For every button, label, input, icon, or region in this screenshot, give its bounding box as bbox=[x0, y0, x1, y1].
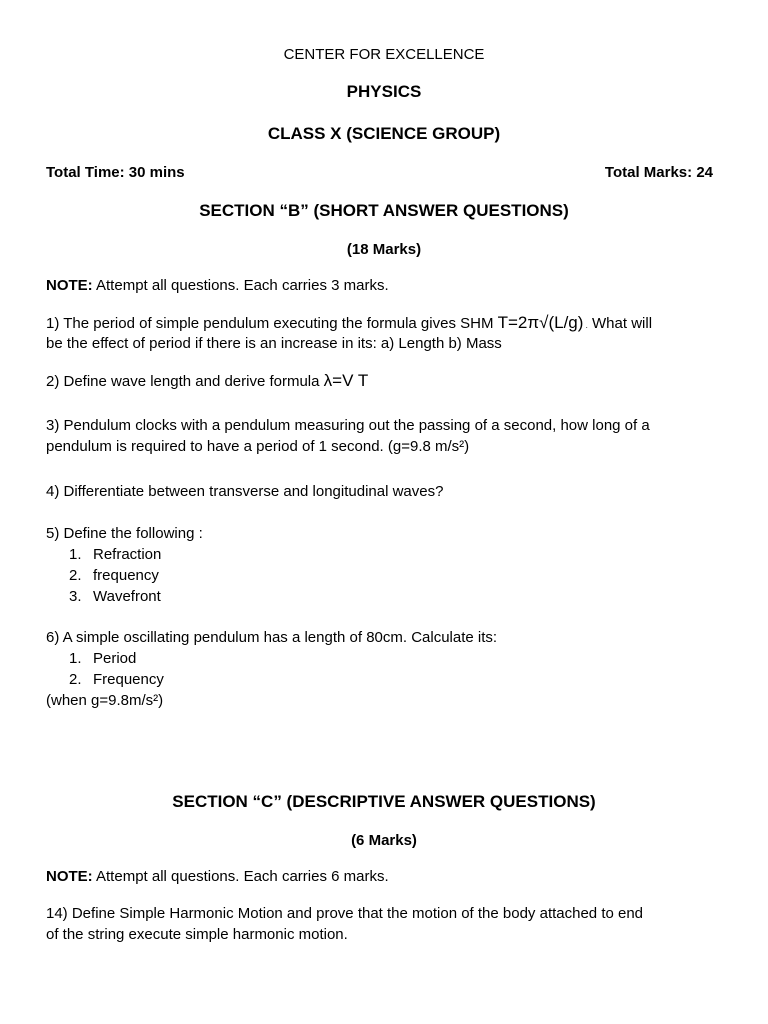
section-b-title: SECTION “B” (SHORT ANSWER QUESTIONS) bbox=[199, 201, 569, 220]
section-b-marks: (18 Marks) bbox=[346, 241, 422, 258]
question-4: 4) Differentiate between transverse and longitudinal waves? bbox=[46, 483, 444, 500]
question-3-line-1: 3) Pendulum clocks with a pendulum measuring out the passing of a second, how long of a bbox=[46, 417, 650, 434]
class-title: CLASS X (SCIENCE GROUP) bbox=[267, 124, 501, 143]
list-item bbox=[69, 669, 164, 690]
list-number: 2. bbox=[69, 671, 82, 688]
question-1-line-2: be the effect of period if there is an increase in its: a) Length b) Mass bbox=[46, 335, 502, 352]
section-b-note bbox=[46, 275, 389, 296]
question-14-line-1: 14) Define Simple Harmonic Motion and prove that the motion of the body attached to end bbox=[46, 905, 644, 922]
pendulum-period-formula: T=2π√(L/g) bbox=[497, 313, 584, 332]
note-text: Attempt all questions. Each carries 3 marks. bbox=[92, 277, 389, 294]
institution-name: CENTER FOR EXCELLENCE bbox=[283, 46, 485, 63]
question-2 bbox=[46, 370, 368, 392]
question-6: 6) A simple oscillating pendulum has a length of 80cm. Calculate its: bbox=[46, 629, 498, 646]
question-3-line-2: pendulum is required to have a period of 1 second. (g=9.8 m/s²) bbox=[46, 438, 470, 455]
question-1-text: 1) The period of simple pendulum executing the formula gives SHM bbox=[46, 315, 498, 332]
list-label: Refraction bbox=[93, 546, 162, 563]
list-item bbox=[69, 586, 161, 607]
question-6-condition: (when g=9.8m/s²) bbox=[46, 692, 164, 709]
list-label: Period bbox=[93, 650, 137, 667]
total-time: Total Time: 30 mins bbox=[46, 164, 185, 181]
question-5: 5) Define the following : bbox=[46, 525, 203, 542]
list-item bbox=[69, 544, 161, 565]
note-label: NOTE: bbox=[46, 277, 93, 294]
formula-dot: . bbox=[583, 321, 588, 330]
section-c-marks: (6 Marks) bbox=[351, 832, 417, 849]
subject-title: PHYSICS bbox=[346, 82, 422, 101]
list-number: 3. bbox=[69, 588, 82, 605]
note-text: Attempt all questions. Each carries 6 marks. bbox=[92, 868, 389, 885]
list-item bbox=[69, 565, 159, 586]
question-14-line-2: of the string execute simple harmonic motion. bbox=[46, 926, 348, 943]
note-label: NOTE: bbox=[46, 868, 93, 885]
list-label: Frequency bbox=[93, 671, 164, 688]
list-number: 2. bbox=[69, 567, 82, 584]
question-2-text: 2) Define wave length and derive formula bbox=[46, 373, 324, 390]
list-label: Wavefront bbox=[93, 588, 161, 605]
list-item bbox=[69, 648, 136, 669]
total-marks: Total Marks: 24 bbox=[604, 164, 713, 181]
section-c-note bbox=[46, 866, 389, 887]
list-number: 1. bbox=[69, 546, 82, 563]
list-number: 1. bbox=[69, 650, 82, 667]
section-c-title: SECTION “C” (DESCRIPTIVE ANSWER QUESTIONS) bbox=[172, 792, 596, 811]
list-label: frequency bbox=[93, 567, 159, 584]
question-1-text-end: What will bbox=[587, 315, 653, 332]
wavelength-formula: λ=V T bbox=[323, 371, 369, 390]
